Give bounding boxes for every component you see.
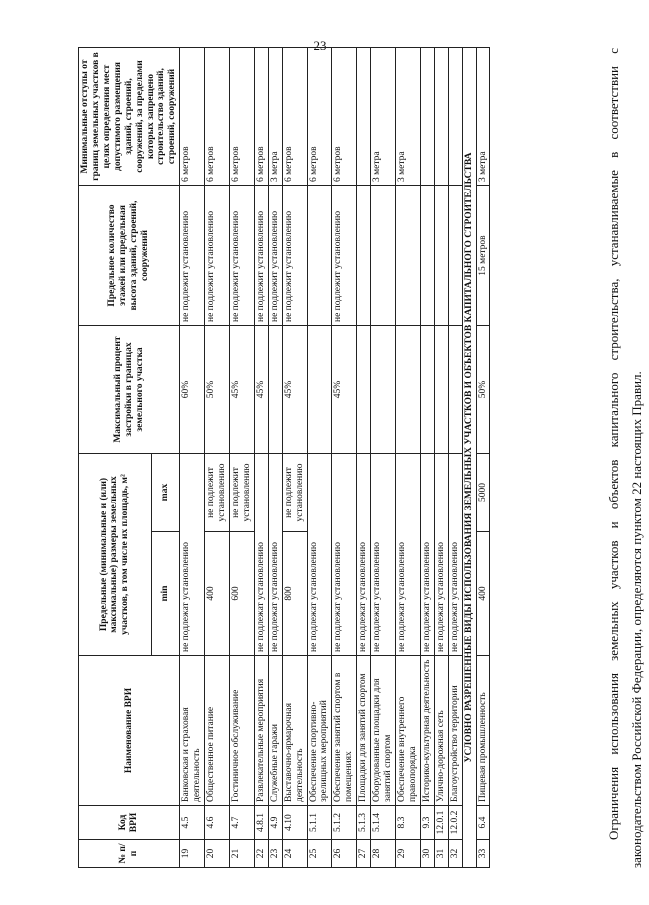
row-number: 25 — [307, 840, 332, 868]
row-floors — [420, 186, 434, 326]
row-build-pct: 45% — [282, 326, 307, 454]
row-floors: не подлежит установлению — [254, 186, 268, 326]
row-min: 800 — [282, 532, 307, 656]
row-floors — [371, 186, 396, 326]
row-build-pct: 45% — [332, 326, 357, 454]
row-number: 27 — [357, 840, 371, 868]
table-row — [205, 48, 230, 868]
table-row — [371, 48, 396, 868]
table-row — [420, 48, 434, 868]
row-name: Улично-дорожная сеть — [434, 656, 448, 806]
row-build-pct — [371, 326, 396, 454]
row-floors — [395, 186, 420, 326]
row-floors — [357, 186, 371, 326]
row-number: 31 — [434, 840, 448, 868]
row-build-pct — [268, 326, 282, 454]
header-setbacks: Минимальные отступы от границ земельных участков в целях определения мест допустимого размещения зданий, строений, сооружений, за пределами которых запрещено строительство зданий, строений, сооружений — [79, 48, 180, 186]
footnote: Ограничения использования земельных участков и объектов капитального строительства, устанавливаемые в соответствии с законодательством Российской Федерации, определяются пунктом 22 настоящих Правил. — [606, 48, 644, 868]
row-setback: 3 метра — [395, 48, 420, 186]
header-num: № п/п — [79, 840, 180, 868]
row-floors: не подлежит установлению — [229, 186, 254, 326]
row-number: 22 — [254, 840, 268, 868]
header-build-pct: Максимальный процент застройки в границах земельного участка — [79, 326, 180, 454]
row-code: 5.1.3 — [357, 806, 371, 840]
table-row — [476, 48, 490, 868]
row-build-pct — [420, 326, 434, 454]
row-code: 4.6 — [205, 806, 230, 840]
row-number: 24 — [282, 840, 307, 868]
section-title: УСЛОВНО РАЗРЕШЕННЫЕ ВИДЫ ИСПОЛЬЗОВАНИЯ ЗЕМЕЛЬНЫХ УЧАСТКОВ И ОБЪЕКТОВ КАПИТАЛЬНОГО СТРОИТЕЛЬСТВА — [462, 48, 476, 868]
row-code: 4.10 — [282, 806, 307, 840]
row-setback: 6 метров — [205, 48, 230, 186]
row-code: 6.4 — [476, 806, 490, 840]
row-name: Общественное питание — [205, 656, 230, 806]
row-setback: 3 метра — [476, 48, 490, 186]
row-build-pct — [307, 326, 332, 454]
row-name: Обеспечение спортивно-зрелищных мероприятий — [307, 656, 332, 806]
row-size: не подлежат установлению — [268, 454, 282, 656]
row-number: 20 — [205, 840, 230, 868]
row-code: 5.1.4 — [371, 806, 396, 840]
row-floors: 15 метров — [476, 186, 490, 326]
row-name: Банковская и страховая деятельность — [180, 656, 205, 806]
row-name: Оборудованные площадки для занятий спортом — [371, 656, 396, 806]
row-min: 400 — [205, 532, 230, 656]
row-number: 28 — [371, 840, 396, 868]
table-row — [307, 48, 332, 868]
row-build-pct: 50% — [205, 326, 230, 454]
row-build-pct — [434, 326, 448, 454]
page-number: 23 — [313, 38, 327, 53]
row-code: 12.0.1 — [434, 806, 448, 840]
row-name: Гостиничное обслуживание — [229, 656, 254, 806]
row-floors: не подлежит установлению — [268, 186, 282, 326]
row-floors — [448, 186, 462, 326]
row-number: 26 — [332, 840, 357, 868]
row-setback: 6 метров — [332, 48, 357, 186]
row-setback — [420, 48, 434, 186]
header-floors: Предельное количество этажей или предельная высота зданий, строений, сооружений — [79, 186, 180, 326]
row-name: Благоустройство территории — [448, 656, 462, 806]
row-floors — [434, 186, 448, 326]
row-size: не подлежат установлению — [254, 454, 268, 656]
row-size: не подлежат установлению — [357, 454, 371, 656]
row-size: не подлежат установлению — [332, 454, 357, 656]
row-name: Служебные гаражи — [268, 656, 282, 806]
header-name: Наименование ВРИ — [79, 656, 180, 806]
table-row — [434, 48, 448, 868]
row-floors: не подлежит установлению — [180, 186, 205, 326]
row-build-pct: 60% — [180, 326, 205, 454]
row-name: Обеспечение занятий спортом в помещениях — [332, 656, 357, 806]
row-code: 4.9 — [268, 806, 282, 840]
row-name: Площадки для занятий спортом — [357, 656, 371, 806]
table-row — [332, 48, 357, 868]
row-max: 5000 — [476, 454, 490, 532]
row-code: 4.8.1 — [254, 806, 268, 840]
row-size: не подлежат установлению — [371, 454, 396, 656]
table-row — [282, 48, 307, 868]
row-code: 8.3 — [395, 806, 420, 840]
row-setback: 6 метров — [282, 48, 307, 186]
row-build-pct — [448, 326, 462, 454]
row-build-pct — [357, 326, 371, 454]
row-size: не подлежат установлению — [434, 454, 448, 656]
row-setback: 6 метров — [180, 48, 205, 186]
header-row — [79, 48, 152, 868]
row-build-pct: 45% — [229, 326, 254, 454]
row-build-pct: 45% — [254, 326, 268, 454]
row-code: 5.1.2 — [332, 806, 357, 840]
header-min: min — [151, 532, 179, 656]
row-name: Пищевая промышленность — [476, 656, 490, 806]
row-number: 33 — [476, 840, 490, 868]
row-code: 9.3 — [420, 806, 434, 840]
section-row — [462, 48, 476, 868]
row-floors: не подлежит установлению — [282, 186, 307, 326]
row-setback: 6 метров — [229, 48, 254, 186]
table-row — [180, 48, 205, 868]
row-setback — [357, 48, 371, 186]
row-number: 29 — [395, 840, 420, 868]
row-setback — [448, 48, 462, 186]
row-size: не подлежат установлению — [448, 454, 462, 656]
row-size: не подлежат установлению — [395, 454, 420, 656]
header-code: Код ВРИ — [79, 806, 180, 840]
zoning-table — [78, 47, 490, 868]
row-size: не подлежат установлению — [420, 454, 434, 656]
row-code: 4.7 — [229, 806, 254, 840]
header-size-group: Предельные (минимальные и (или) максимальные) размеры земельных участков, в том числе их площадь, м² — [79, 454, 152, 656]
row-number: 23 — [268, 840, 282, 868]
row-number: 30 — [420, 840, 434, 868]
table-body — [180, 48, 490, 868]
row-min: 400 — [476, 532, 490, 656]
row-name: Выставочно-ярмарочная деятельность — [282, 656, 307, 806]
row-number: 32 — [448, 840, 462, 868]
row-setback: 3 метра — [371, 48, 396, 186]
row-build-pct: 50% — [476, 326, 490, 454]
row-setback: 6 метров — [307, 48, 332, 186]
row-setback: 6 метров — [254, 48, 268, 186]
row-floors — [307, 186, 332, 326]
table-row — [395, 48, 420, 868]
row-number: 21 — [229, 840, 254, 868]
table-row — [268, 48, 282, 868]
row-name: Историко-культурная деятельность — [420, 656, 434, 806]
rotated-content — [78, 48, 644, 868]
row-min: 600 — [229, 532, 254, 656]
row-size: не подлежат установлению — [180, 454, 205, 656]
table-row — [357, 48, 371, 868]
row-floors: не подлежит установлению — [332, 186, 357, 326]
table-row — [229, 48, 254, 868]
row-max: не подлежит установлению — [205, 454, 230, 532]
row-setback — [434, 48, 448, 186]
row-name: Развлекательные мероприятия — [254, 656, 268, 806]
row-max: не подлежит установлению — [229, 454, 254, 532]
table-row — [448, 48, 462, 868]
row-code: 4.5 — [180, 806, 205, 840]
table-row — [254, 48, 268, 868]
row-code: 5.1.1 — [307, 806, 332, 840]
row-build-pct — [395, 326, 420, 454]
row-size: не подлежат установлению — [307, 454, 332, 656]
header-max: max — [151, 454, 179, 532]
row-code: 12.0.2 — [448, 806, 462, 840]
row-name: Обеспечение внутреннего правопорядка — [395, 656, 420, 806]
row-number: 19 — [180, 840, 205, 868]
row-max: не подлежит установлению — [282, 454, 307, 532]
row-floors: не подлежит установлению — [205, 186, 230, 326]
row-setback: 3 метра — [268, 48, 282, 186]
